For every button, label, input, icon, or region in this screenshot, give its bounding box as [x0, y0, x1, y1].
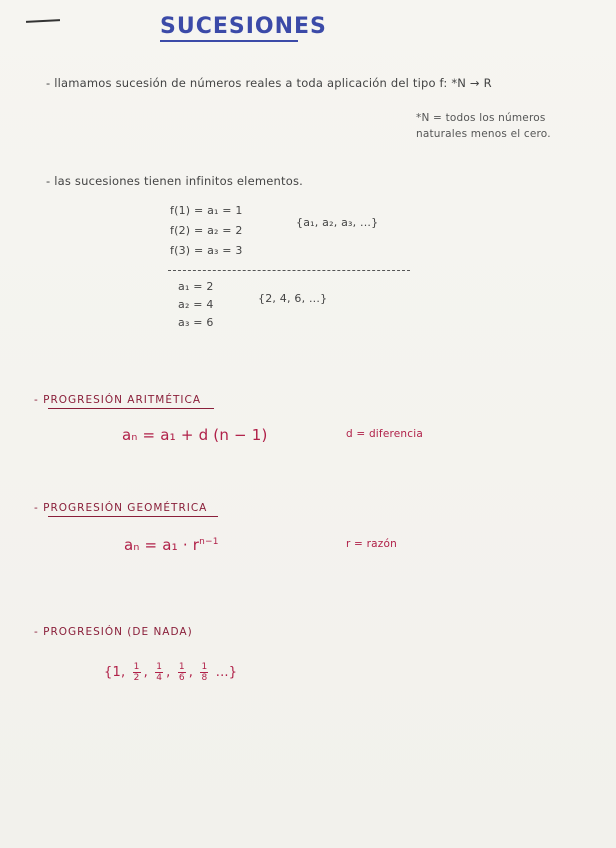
- set-notation-example: {2, 4, 6, ...}: [258, 292, 328, 305]
- fraction-3: $\frac{1}{6}$: [178, 662, 185, 683]
- dashed-separator: [168, 270, 410, 271]
- heading-geometric: - PROGRESIÓN GEOMÉTRICA: [34, 502, 208, 514]
- mapping-row-3: f(3) = a₃ = 3: [170, 244, 243, 257]
- page-title: SUCESIONES: [160, 14, 327, 39]
- infinite-elements-line: - las sucesiones tienen infinitos elementos.: [46, 174, 303, 188]
- example-row-2: a₂ = 4: [178, 298, 214, 311]
- margin-dash: [26, 19, 60, 23]
- note-line-2: naturales menos el cero.: [416, 128, 551, 140]
- geometric-note: r = razón: [346, 538, 397, 550]
- example-row-1: a₁ = 2: [178, 280, 214, 293]
- heading-arithmetic: - PROGRESIÓN ARITMÉTICA: [34, 394, 202, 406]
- fraction-1: $\frac{1}{2}$: [133, 662, 140, 683]
- heading-geometric-underline: [48, 516, 218, 517]
- geometric-formula-base: aₙ = a₁ · r: [124, 536, 200, 554]
- arithmetic-note: d = diferencia: [346, 428, 424, 440]
- fraction-sequence: {1, $\frac{1}{2}$ , $\frac{1}{4}$ , $\frac{1}{6}$ , $\frac{1}{8}$ ...}: [104, 662, 238, 683]
- heading-arithmetic-underline: [48, 408, 214, 409]
- mapping-row-1: f(1) = a₁ = 1: [170, 204, 243, 217]
- title-underline: [160, 40, 298, 42]
- geometric-formula-exponent: n−1: [199, 537, 219, 547]
- fraction-4: $\frac{1}{8}$: [201, 662, 208, 683]
- heading-progression-de-nada: - PROGRESIÓN (DE NADA): [34, 626, 193, 638]
- sequence-open: {1,: [104, 665, 126, 680]
- example-row-3: a₃ = 6: [178, 316, 214, 329]
- note-line-1: *N = todos los números: [416, 112, 546, 124]
- set-notation-general: {a₁, a₂, a₃, ...}: [296, 216, 379, 229]
- sequence-close: ...}: [215, 665, 238, 680]
- mapping-row-2: f(2) = a₂ = 2: [170, 224, 243, 237]
- arithmetic-formula: aₙ = a₁ + d (n − 1): [122, 426, 268, 444]
- fraction-2: $\frac{1}{4}$: [156, 662, 163, 683]
- definition-line: - llamamos sucesión de números reales a toda aplicación del tipo f: *N → R: [46, 76, 492, 90]
- geometric-formula: [124, 536, 219, 554]
